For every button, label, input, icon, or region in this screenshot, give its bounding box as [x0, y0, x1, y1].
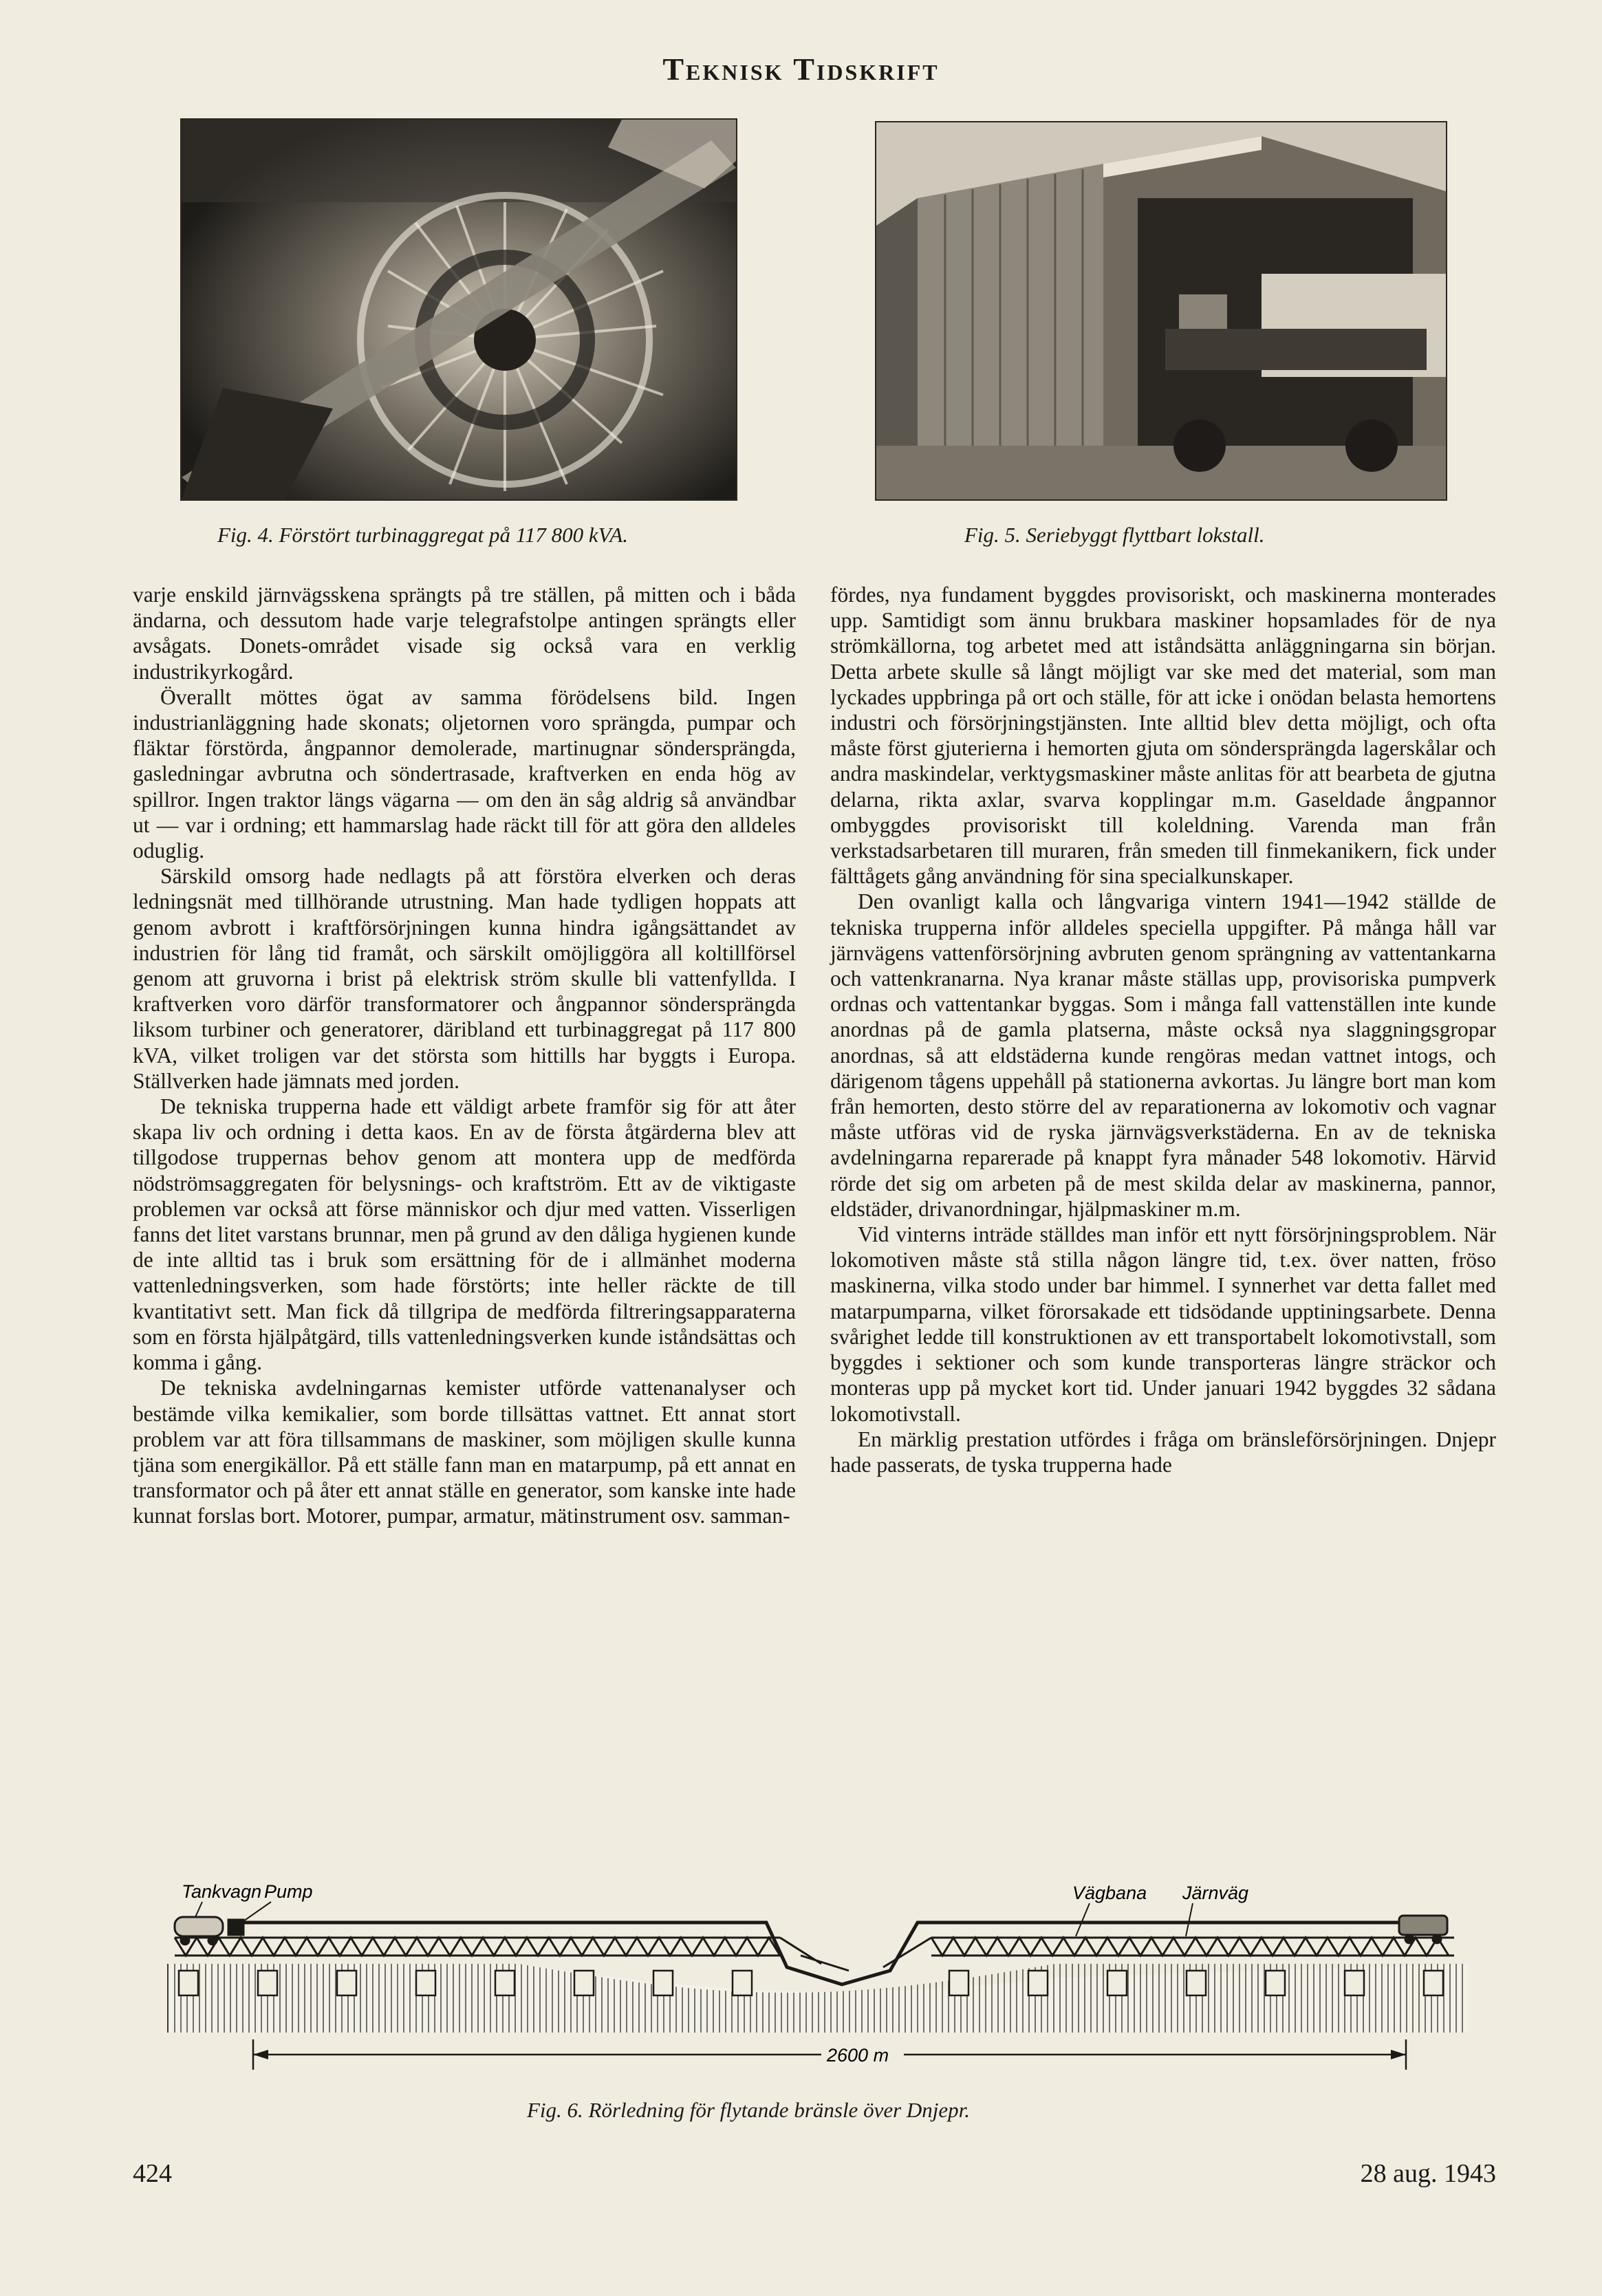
tank-wagon-drawing [175, 1917, 243, 1945]
left-paragraph-1: varje enskild järnvägsskena sprängts på tre ställen, på mitten och i båda ändarna, och dessutom hade varje telegrafstolpe antingen sprängts eller avsågats. Donets-området visade sig också vara en verklig industrikyrkogård. [133, 583, 796, 684]
bridge-pier [258, 1971, 277, 1995]
left-column [133, 582, 796, 1529]
bridge-pier [653, 1971, 673, 1995]
bridge-pier [1266, 1971, 1285, 1995]
right-paragraph-2: Den ovanligt kalla och långvariga vintern 1941—1942 ställde de tekniska trupperna inför alldeles speciella uppgifter. På många håll var järnvägens vattenförsörjning avbruten genom sprängning av vattentankarna och vattenkranarna. Nya kranar måste ställas upp, provisoriska pumpverk ordnas och vattentankar byggas. Som i många fall vattenställen inte kunde anordnas på de gamla platserna, måste också nya slaggningsgropar anordnas, så att eldstäderna kunde rengöras medan vattnet intogs, och därigenom tågens uppehåll på stationerna avkortas. Ju längre bort man kom från hemorten, desto större del av reparationerna av lokomotiv och vagnar måste utföras vid de ryska järnvägsverkstäderna. En av de tekniska avdelningarna reparerade på knappt fyra månader 548 lokomotiv. Härvid rörde det sig om arbeten på de mest skilda delar av maskinerna, pannor, eldstäder, drivanordningar, hjälpmaskiner m.m. [830, 889, 1496, 1221]
jarnvag-label: Järnväg [1182, 1883, 1249, 1903]
bridge-pier [574, 1971, 594, 1995]
left-paragraph-2: Överallt möttes ögat av samma förödelsens bild. Ingen industrianläggning hade skonats; oljetornen voro sprängda, pumpar och fläktar förstörda, ångpannor demolerade, martinugnar söndersprängda, gasledningar avbrutna och söndertrasade, kraftverken en enda hög av spillror. Ingen traktor längs vägarna — om den än såg aldrig så användbar ut — var i ordning; ett hammarslag hade räckt till för att göra den alldeles oduglig. [133, 684, 796, 863]
bridge-pier [1028, 1971, 1048, 1995]
right-column [830, 582, 1496, 1477]
bridge-pier [1424, 1971, 1443, 1995]
bridge-pier [179, 1971, 198, 1995]
issue-date: 28 aug. 1943 [1360, 2159, 1496, 2188]
pipeline-bridge-drawing [161, 1874, 1478, 2094]
fig6-diagram [161, 1874, 1478, 2094]
left-paragraph-5: De tekniska avdelningarnas kemister utförde vattenanalyser och bestämde vilka kemikalier, som borde tillsättas vattnet. Ett annat stort problem var att föra tillsammans de maskiner, som möjligen skulle kunna tjäna som energikällor. På ett ställe fann man en matarpump, på ett annat en transformator och på åter ett annat ställe en generator, som kanske inte hade kunnat forslas bort. Motorer, pumpar, armatur, mätinstrument osv. samman- [133, 1376, 796, 1528]
right-paragraph-4: En märklig prestation utfördes i fråga om bränsleförsörjningen. Dnjepr hade passerats, de tyska trupperna hade [830, 1427, 1496, 1477]
tankvagn-label: Tankvagn [182, 1881, 262, 1902]
length-label: 2600 m [827, 2045, 889, 2066]
bridge-pier [1187, 1971, 1206, 1995]
page-number: 424 [133, 2159, 172, 2188]
journal-title: Teknisk Tidskrift [662, 52, 940, 87]
locomotive-shed-photo-illustration [876, 122, 1446, 499]
turbine-photo-illustration [182, 120, 736, 499]
vagbana-label: Vägbana [1072, 1883, 1147, 1903]
locomotive-drawing [1399, 1916, 1447, 1943]
pump-label: Pump [264, 1881, 313, 1902]
bridge-pier [1345, 1971, 1364, 1995]
fig6-caption: Fig. 6. Rörledning för flytande bränsle över Dnjepr. [527, 2098, 971, 2122]
left-paragraph-4: De tekniska trupperna hade ett väldigt arbete framför sig för att åter skapa liv och ordning i detta kaos. En av de första åtgärderna blev att tillgodose truppernas behov genom att montera upp de medförda nödströmsaggregaten för belysnings- och kraftström. Ett av de viktigaste problemen var också att förse människor och djur med vatten. Visserligen fanns det litet varstans brunnar, men på grund av den dåliga hygienen kunde de inte alltid tas i bruk som ersättning för de i allmänhet moderna vattenledningsverken, som hade förstörts; inte heller räckte de till kvantitativt sett. Man fick då tillgripa de medförda filtreringsapparaterna som en första hjälpåtgärd, tills vattenledningsverken kunde iståndsättas och komma i gång. [133, 1094, 796, 1375]
bridge-pier [416, 1971, 435, 1995]
bridge-pier [495, 1971, 515, 1995]
left-paragraph-3: Särskild omsorg hade nedlagts på att förstöra elverken och deras ledningsnät med tillhörande utrustning. Man hade tydligen hoppats att genom avbrott i kraftförsörjningen kunna hindra igångsättandet av industrien för lång tid framåt, och särskilt omöjliggöra all koltillförsel genom att gruvorna i brist på elektrisk ström skulle bli vattenfyllda. I kraftverken voro därför transformatorer och ångpannor söndersprängda liksom turbiner och generatorer, däribland ett turbinaggregat på 117 800 kVA, vilket troligen var det största som hittills har byggts i Europa. Ställverken hade jämnats med jorden. [133, 864, 796, 1093]
bridge-pier [337, 1971, 356, 1995]
fig5-caption: Fig. 5. Seriebyggt flyttbart lokstall. [964, 523, 1265, 547]
fig4-caption: Fig. 4. Förstört turbinaggregat på 117 800 kVA. [217, 523, 629, 547]
fig5-photo [875, 121, 1447, 501]
bridge-pier [733, 1971, 752, 1995]
bridge-pier [1107, 1971, 1127, 1995]
right-paragraph-3: Vid vinterns inträde ställdes man inför ett nytt försörjningsproblem. När lokomotiven måste stå stilla någon längre tid, t.ex. över natten, fröso maskinerna, vilka stodo under bar himmel. I synnerhet var detta fallet med matarpumparna, vilket förorsakade ett tidsödande upptiningsarbete. Denna svårighet ledde till konstruktionen av ett transportabelt lokomotivstall, som byggdes i sektioner och som kunde transporteras längre sträckor och monteras upp på mycket kort tid. Under januari 1942 byggdes 32 sådana lokomotivstall. [830, 1222, 1496, 1426]
bridge-pier [949, 1971, 968, 1995]
fig4-photo [180, 118, 737, 501]
right-paragraph-1: fördes, nya fundament byggdes provisoriskt, och maskinerna monterades upp. Samtidigt som ännu brukbara maskiner hopsamlades för de nya strömkällorna, tog arbetet med att iståndsätta anläggningarna sin början. Detta arbete skulle så långt möjligt var ske med det material, som man lyckades uppbringa på ort och ställe, för att icke i onödan belasta hemortens industri och försörjningstjänsten. Inte alltid blev detta möjligt, och ofta måste först gjuterierna i hemorten gjuta om söndersprängda lagerskålar och andra maskindelar, verktygsmaskiner måste anlitas för att bearbeta de gjutna delarna, rikta axlar, svarva kopplingar m.m. Gaseldade ångpannor ombyggdes provisoriskt till koleldning. Varenda man från verkstadsarbetaren till muraren, från smeden till finmekanikern, fick under fälttågets gång användning för sina specialkunskaper. [830, 583, 1496, 889]
